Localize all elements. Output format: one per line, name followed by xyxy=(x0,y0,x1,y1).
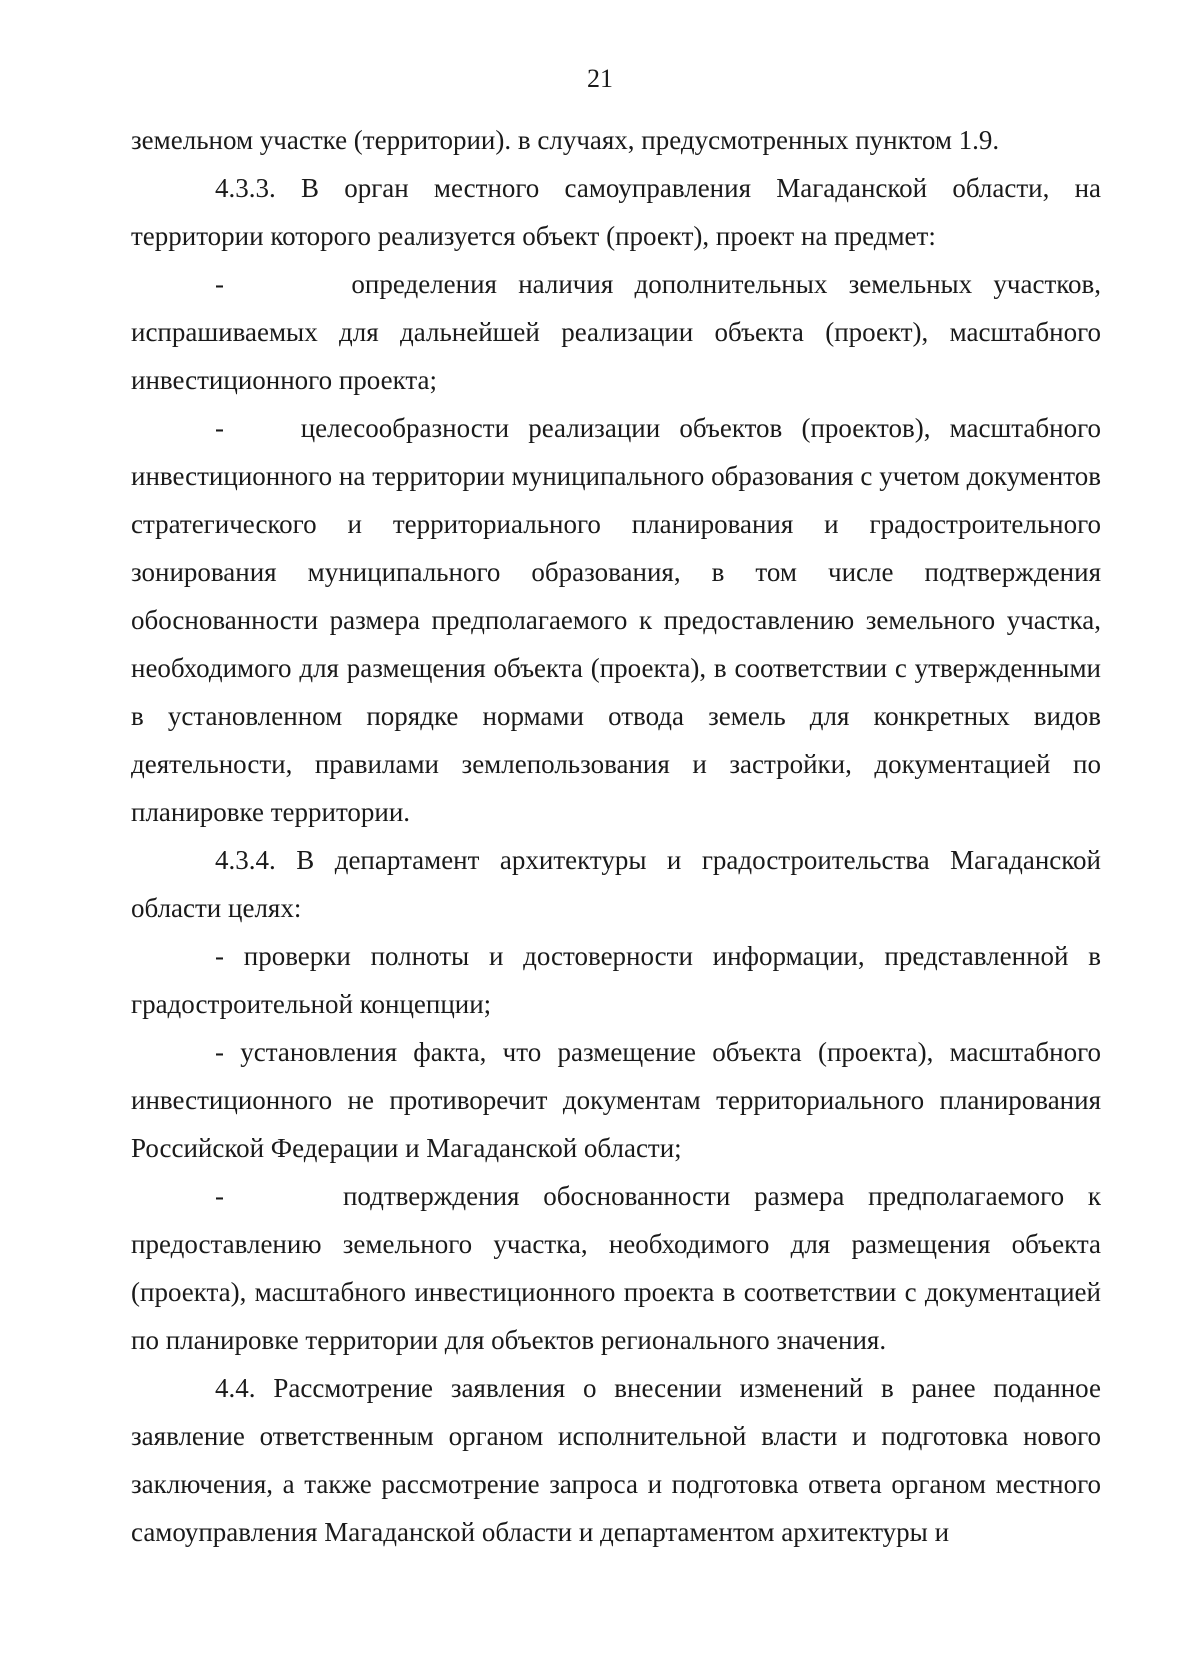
list-item-additional-plots: - определения наличия дополнительных земельных участков, испрашиваемых для дальнейшей реализации объекта (проект), масштабного инвестиционного проекта; xyxy=(131,269,1101,395)
paragraph-4-4: 4.4. Рассмотрение заявления о внесении изменений в ранее поданное заявление ответственным органом исполнительной власти и подготовка нового заключения, а также рассмотрение запроса и подготовка ответа органом местного самоуправления Магаданской области и департаментом архитектуры и xyxy=(131,1373,1101,1547)
paragraph-continuation: земельном участке (территории). в случаях, предусмотренных пунктом 1.9. xyxy=(131,125,1000,155)
document-body xyxy=(131,116,1101,1556)
list-item-completeness-check: - проверки полноты и достоверности информации, представленной в градостроительной концепции; xyxy=(131,941,1101,1019)
paragraph-4-3-3: 4.3.3. В орган местного самоуправления Магаданской области, на территории которого реализуется объект (проект), проект на предмет: xyxy=(131,173,1101,251)
list-item-size-justification: - подтверждения обоснованности размера предполагаемого к предоставлению земельного участка, необходимого для размещения объекта (проекта), масштабного инвестиционного проекта в соответствии с документацией по планировке территории для объектов регионального значения. xyxy=(131,1181,1101,1355)
paragraph-4-3-4: 4.3.4. В департамент архитектуры и градостроительства Магаданской области целях: xyxy=(131,845,1101,923)
list-item-expediency: - целесообразности реализации объектов (проектов), масштабного инвестиционного на территории муниципального образования с учетом документов стратегического и территориального планирования и градостроительного зонирования муниципального образования, в том числе подтверждения обоснованности размера предполагаемого к предоставлению земельного участка, необходимого для размещения объекта (проекта), в соответствии с утвержденными в установленном порядке нормами отвода земель для конкретных видов деятельности, правилами землепользования и застройки, документацией по планировке территории. xyxy=(131,413,1101,827)
page-number: 21 xyxy=(587,64,613,93)
list-item-no-contradiction: - установления факта, что размещение объекта (проекта), масштабного инвестиционного не противоречит документам территориального планирования Российской Федерации и Магаданской области; xyxy=(131,1037,1101,1163)
